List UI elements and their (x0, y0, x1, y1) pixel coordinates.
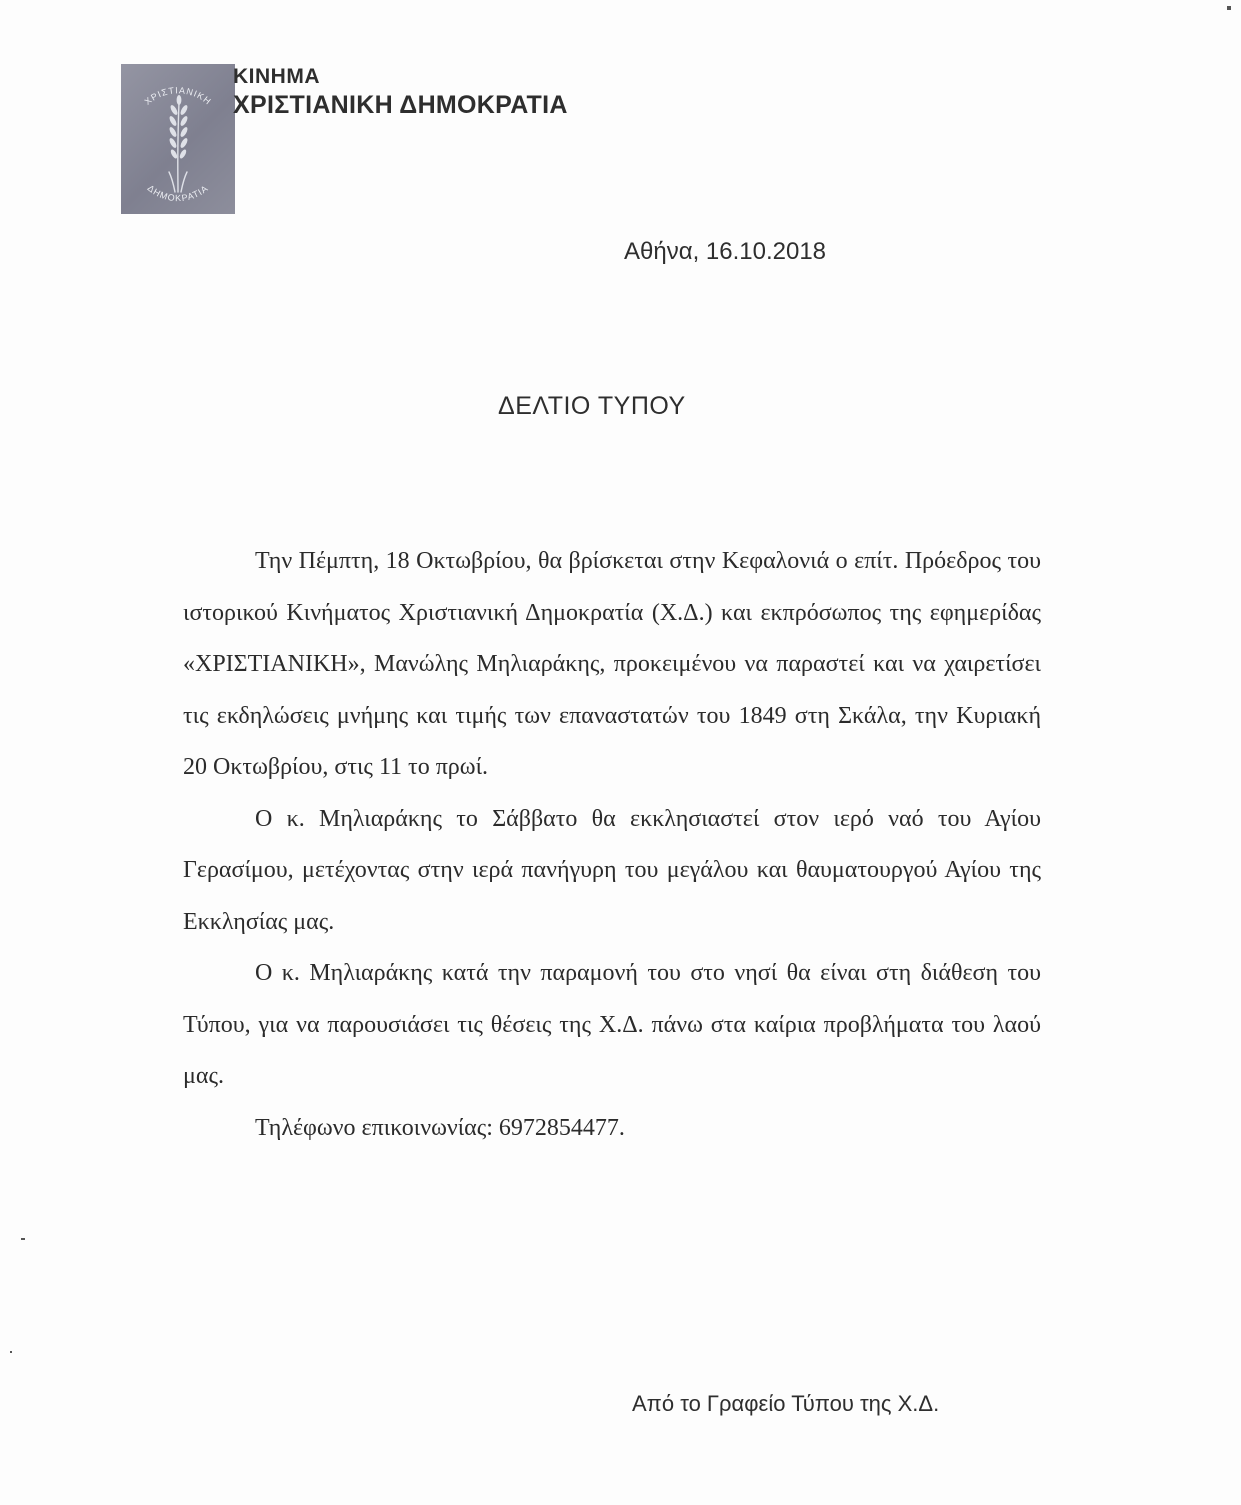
party-name-line1: ΚΙΝΗΜΑ (233, 65, 320, 88)
party-logo (121, 64, 235, 214)
document-date: Αθήνα, 16.10.2018 (624, 238, 827, 265)
body-paragraph: Ο κ. Μηλιαράκης κατά την παραμονή του στο νησί θα είναι στη διάθεση του Τύπου, για να παρουσιάσει τις θέσεις της Χ.Δ. πάνω στα καίρια προβλήματα του λαού μας. (183, 960, 1041, 1089)
party-name (233, 64, 568, 120)
scan-speck (21, 1238, 25, 1240)
press-office-signoff: Από το Γραφείο Τύπου της Χ.Δ. (632, 1391, 940, 1416)
svg-text:ΧΡΙΣΤΙΑΝΙΚΗ: ΧΡΙΣΤΙΑΝΙΚΗ (142, 85, 214, 107)
scan-speck (1227, 6, 1231, 10)
contact-phone: Τηλέφωνο επικοινωνίας: 6972854477. (255, 1114, 625, 1141)
party-name-line2: ΧΡΙΣΤΙΑΝΙΚΗ ΔΗΜΟΚΡΑΤΙΑ (233, 91, 568, 119)
press-release-body (183, 536, 1041, 1154)
document-title: ΔΕΛΤΙΟ ΤΥΠΟΥ (498, 392, 686, 420)
scan-speck (10, 1351, 12, 1353)
body-paragraph: Ο κ. Μηλιαράκης το Σάββατο θα εκκλησιαστεί στον ιερό ναό του Αγίου Γερασίμου, μετέχοντας στην ιερά πανήγυρη του μεγάλου και θαυματουργού Αγίου της Εκκλησίας μας. (183, 805, 1041, 935)
wheat-emblem-icon (121, 64, 235, 214)
body-paragraph: Την Πέμπτη, 18 Οκτωβρίου, θα βρίσκεται στην Κεφαλονιά ο επίτ. Πρόεδρος του ιστορικού Κινήματος Χριστιανική Δημοκρατία (Χ.Δ.) και εκπρόσωπος της εφημερίδας «ΧΡΙΣΤΙΑΝΙΚΗ», Μανώλης Μηλιαράκης, προκειμένου να παραστεί και να χαιρετίσει τις εκδηλώσεις μνήμης και τιμής των επαναστατών του 1849 στη Σκάλα, την Κυριακή 20 Οκτωβρίου, στις 11 το πρωί. (183, 548, 1041, 780)
svg-text:ΔΗΜΟΚΡΑΤΙΑ: ΔΗΜΟΚΡΑΤΙΑ (145, 182, 211, 204)
